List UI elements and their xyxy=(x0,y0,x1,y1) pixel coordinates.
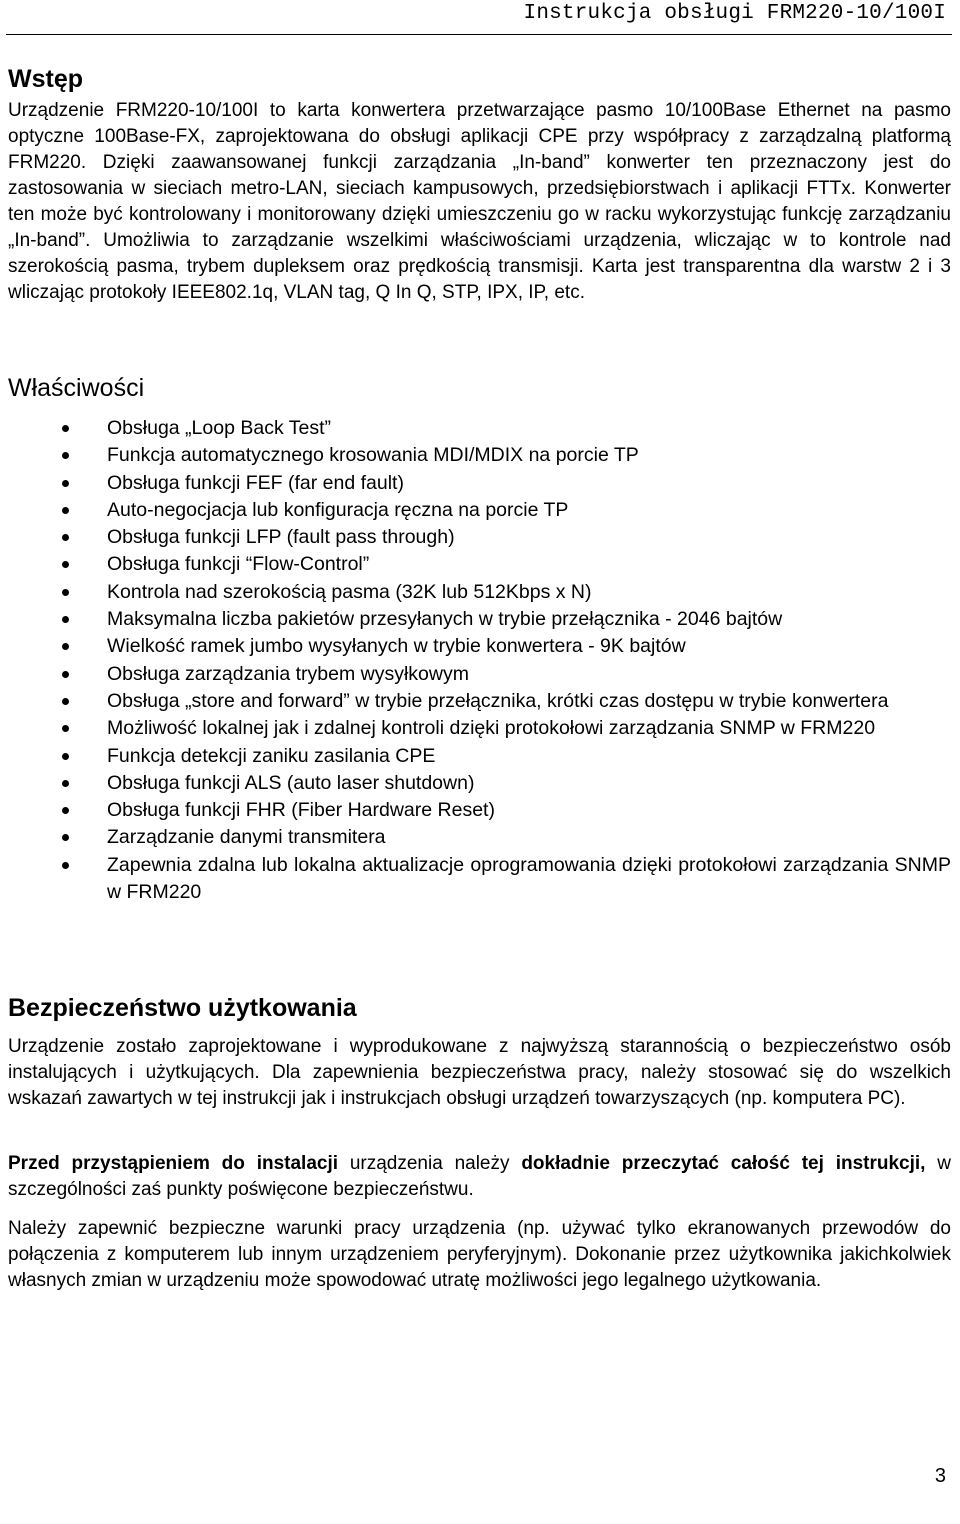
feature-item xyxy=(0,470,951,497)
feature-item xyxy=(0,715,951,742)
feature-item xyxy=(0,415,951,442)
feature-item-text: Funkcja automatycznego krosowania MDI/MDIX na porcie TP xyxy=(107,444,639,467)
feature-item-text: Obsługa funkcji FEF (far end fault) xyxy=(107,471,404,494)
safety-warning-bold-1: Przed przystąpieniem do instalacji xyxy=(8,1153,339,1174)
feature-item xyxy=(0,797,951,824)
bullet-icon xyxy=(62,834,69,841)
bullet-icon xyxy=(62,698,69,705)
bullet-icon xyxy=(62,561,69,568)
bullet-icon xyxy=(62,534,69,541)
feature-item-text: Obsługa „store and forward” w trybie przełącznika, krótki czas dostępu w trybie konwertera xyxy=(107,689,889,712)
bullet-icon xyxy=(62,643,69,650)
feature-item xyxy=(0,770,951,797)
page-number: 3 xyxy=(934,1465,946,1487)
bullet-icon xyxy=(62,589,69,596)
feature-item xyxy=(0,688,951,715)
feature-item xyxy=(0,743,951,770)
feature-item-text: Maksymalna liczba pakietów przesyłanych w trybie przełącznika - 2046 bajtów xyxy=(107,608,783,631)
feature-item-text: Wielkość ramek jumbo wysyłanych w trybie konwertera - 9K bajtów xyxy=(107,635,686,658)
safety-warning-bold-2: dokładnie przeczytać całość tej instrukcji, xyxy=(521,1153,926,1174)
feature-item-text: Funkcja detekcji zaniku zasilania CPE xyxy=(107,744,436,767)
feature-item xyxy=(0,824,951,851)
bullet-icon xyxy=(62,725,69,732)
feature-item-text: Obsługa funkcji “Flow-Control” xyxy=(107,553,370,576)
safety-warning-text-1: urządzenia należy xyxy=(338,1153,522,1174)
bullet-icon xyxy=(62,671,69,678)
feature-item-text: Obsługa funkcji ALS (auto laser shutdown) xyxy=(107,771,475,794)
header-rule xyxy=(6,34,952,35)
features-heading: Właściwości xyxy=(8,374,145,402)
bullet-icon xyxy=(62,807,69,814)
safety-heading: Bezpieczeństwo użytkowania xyxy=(8,994,357,1022)
feature-item-text: Auto-negocjacja lub konfiguracja ręczna na porcie TP xyxy=(107,498,569,521)
bullet-icon xyxy=(62,616,69,623)
safety-paragraph-2 xyxy=(8,1151,951,1203)
feature-item xyxy=(0,497,951,524)
feature-item xyxy=(0,852,951,907)
bullet-icon xyxy=(62,425,69,432)
running-header: Instrukcja obsługi FRM220-10/100I xyxy=(523,2,946,25)
feature-item-text: Obsługa funkcji FHR (Fiber Hardware Reset) xyxy=(107,799,495,822)
features-list xyxy=(0,415,960,906)
bullet-icon xyxy=(62,452,69,459)
feature-item-text: Zarządzanie danymi transmitera xyxy=(107,826,386,849)
feature-item xyxy=(0,524,951,551)
feature-item-text: Możliwość lokalnej jak i zdalnej kontroli dzięki protokołowi zarządzania SNMP w FRM220 xyxy=(107,717,876,740)
intro-paragraph: Urządzenie FRM220-10/100I to karta konwertera przetwarzające pasmo 10/100Base Ethernet na pasmo optyczne 100Base-FX, zaprojektowana do obsługi aplikacji CPE przy współpracy z zarządzalną platformą FRM220. Dzięki zaawansowanej funkcji zarządzania „In-band” konwerter ten przeznaczony jest do zastosowania w sieciach metro-LAN, sieciach kampusowych, przedsiębiorstwach i aplikacji FTTx. Konwerter ten może być kontrolowany i monitorowany dzięki umieszczeniu go w racku wykorzystując funkcję zarządzaniu „In-band”. Umożliwia to zarządzanie wszelkimi właściwościami urządzenia, wliczając w to kontrole nad szerokością pasma, trybem dupleksem oraz prędkością transmisji. Karta jest transparentna dla warstw 2 i 3 wliczając protokoły IEEE802.1q, VLAN tag, Q In Q, STP, IPX, IP, etc. xyxy=(8,100,951,303)
feature-item xyxy=(0,579,951,606)
feature-item-text: Obsługa funkcji LFP (fault pass through) xyxy=(107,526,455,549)
bullet-icon xyxy=(62,780,69,787)
safety-paragraph-3: Należy zapewnić bezpieczne warunki pracy urządzenia (np. używać tylko ekranowanych przewodów do połączenia z komputerem lub innym urządzeniem peryferyjnym). Dokonanie przez użytkownika jakichkolwiek własnych zmian w urządzeniu może spowodować utratę możliwości jego legalnego użytkowania. xyxy=(8,1218,951,1291)
feature-item xyxy=(0,661,951,688)
bullet-icon xyxy=(62,507,69,514)
bullet-icon xyxy=(62,753,69,760)
feature-item xyxy=(0,606,951,633)
bullet-icon xyxy=(62,480,69,487)
feature-item-text: Obsługa „Loop Back Test” xyxy=(107,417,332,439)
feature-item xyxy=(0,442,951,469)
intro-heading: Wstęp xyxy=(8,65,83,93)
feature-item-text: Obsługa zarządzania trybem wysyłkowym xyxy=(107,662,469,685)
safety-paragraph-1: Urządzenie zostało zaprojektowane i wyprodukowane z najwyższą starannością o bezpieczeństwo osób instalujących i użytkujących. Dla zapewnienia bezpieczeństwa pracy, należy stosować się do wszelkich wskazań zawartych w tej instrukcji jak i instrukcjach obsługi urządzeń towarzyszących (np. komputera PC). xyxy=(8,1036,951,1109)
feature-item-text: Kontrola nad szerokością pasma (32K lub 512Kbps x N) xyxy=(107,580,592,603)
bullet-icon xyxy=(62,862,69,869)
feature-item xyxy=(0,551,951,578)
feature-item xyxy=(0,633,951,660)
safety-warning-text-2: w szczególności zaś punkty poświęcone bezpieczeństwu. xyxy=(8,1153,951,1200)
feature-item-text: Zapewnia zdalna lub lokalna aktualizacje oprogramowania dzięki protokołowi zarządzania SNMP w FRM220 xyxy=(107,853,951,904)
